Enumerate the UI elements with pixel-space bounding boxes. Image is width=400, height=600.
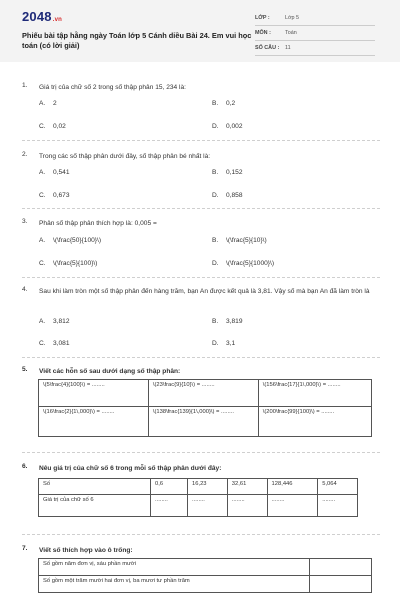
option-c[interactable]: C. 3,081	[39, 340, 70, 347]
answer-cell[interactable]: ........	[227, 495, 267, 517]
question-text: Nêu giá trị của chữ số 6 trong mỗi số thập phân dưới đây:	[39, 465, 222, 472]
answer-cell[interactable]: ........	[151, 495, 188, 517]
option-b[interactable]: B. 0,2	[212, 100, 236, 107]
option-a[interactable]: A. 3,812	[39, 318, 70, 325]
divider	[22, 452, 380, 453]
option-c[interactable]: C. 0,673	[39, 192, 70, 199]
table-cell: 128,446	[267, 479, 318, 495]
table-cell: 16,23	[188, 479, 228, 495]
option-c[interactable]: C. \(\frac{5}{100}\)	[39, 260, 98, 267]
answer-cell[interactable]: ........	[318, 495, 358, 517]
digit-value-table	[38, 478, 358, 517]
option-a[interactable]: A. \(\frac{50}{100}\)	[39, 237, 102, 244]
question-number: 6.	[22, 463, 28, 470]
divider	[22, 140, 380, 141]
question-text: Sau khi làm tròn một số thập phân đến hàng trăm, bạn An được kết quả là 3,81. Vậy số mà bạn An đã làm tròn là	[39, 288, 370, 295]
answer-cell[interactable]: \(5\frac{4}{100}\) = ........	[39, 380, 149, 407]
table-cell: 0,6	[151, 479, 188, 495]
table-header-cell: Số	[39, 479, 151, 495]
option-a[interactable]: A. 0,541	[39, 169, 70, 176]
answer-cell[interactable]: \(23\frac{9}{10}\) = ........	[148, 380, 258, 407]
divider	[22, 277, 380, 278]
question-text: Giá trị của chữ số 2 trong số thập phân 15, 234 là:	[39, 84, 187, 91]
option-d[interactable]: D. \(\frac{5}{1000}\)	[212, 260, 275, 267]
question-number: 3.	[22, 218, 28, 225]
table-cell: Số gồm một trăm mười hai đơn vị, ba mươi tư phần trăm	[39, 576, 310, 593]
answer-cell[interactable]: \(200\frac{99}{100}\) = ........	[258, 407, 371, 437]
option-c[interactable]: C. 0,02	[39, 123, 66, 130]
option-b[interactable]: B. 3,819	[212, 318, 243, 325]
option-d[interactable]: D. 0,002	[212, 123, 243, 130]
table-cell: 32,61	[227, 479, 267, 495]
fill-number-table	[38, 558, 372, 593]
question-text: Trong các số thập phân dưới đây, số thập phân bé nhất là:	[39, 153, 211, 160]
divider	[22, 534, 380, 535]
answer-cell[interactable]: \(138\frac{139}{1\,000}\) = ........	[148, 407, 258, 437]
table-cell: 5,064	[318, 479, 358, 495]
answer-cell[interactable]: ........	[267, 495, 318, 517]
question-text: Phân số thập phân thích hợp là: 0,005 =	[39, 220, 157, 227]
table-cell: Số gồm năm đơn vị, sáu phần mười	[39, 559, 310, 576]
answer-cell[interactable]: ........	[188, 495, 228, 517]
divider	[22, 357, 380, 358]
question-text: Viết số thích hợp vào ô trống:	[39, 547, 133, 554]
option-d[interactable]: D. 3,1	[212, 340, 236, 347]
site-logo[interactable]: 2048.vn	[22, 9, 63, 24]
question-number: 4.	[22, 286, 28, 293]
mixed-number-table	[38, 379, 372, 437]
question-number: 7.	[22, 545, 28, 552]
option-b[interactable]: B. \(\frac{5}{10}\)	[212, 237, 267, 244]
option-b[interactable]: B. 0,152	[212, 169, 243, 176]
answer-cell[interactable]	[310, 559, 372, 576]
meta-lop: LỚP : Lớp 5	[255, 12, 375, 26]
meta-mon: MÔN : Toán	[255, 27, 375, 41]
option-d[interactable]: D. 0,858	[212, 192, 243, 199]
question-number: 1.	[22, 82, 28, 89]
document-title: Phiếu bài tập hằng ngày Toán lớp 5 Cánh diều Bài 24. Em vui học toán (có lời giải)	[22, 31, 252, 50]
answer-cell[interactable]	[310, 576, 372, 593]
option-a[interactable]: A. 2	[39, 100, 57, 107]
answer-cell[interactable]: \(16\frac{2}{1\,000}\) = ........	[39, 407, 149, 437]
question-number: 5.	[22, 366, 28, 373]
divider	[22, 208, 380, 209]
question-text: Viết các hỗn số sau dưới dạng số thập phân:	[39, 368, 181, 375]
meta-so-cau: SỐ CÂU : 11	[255, 42, 375, 56]
question-number: 2.	[22, 151, 28, 158]
answer-cell[interactable]: \(156\frac{17}{1\,000}\) = ........	[258, 380, 371, 407]
table-header-cell: Giá trị của chữ số 6	[39, 495, 151, 517]
document-header	[0, 0, 400, 62]
